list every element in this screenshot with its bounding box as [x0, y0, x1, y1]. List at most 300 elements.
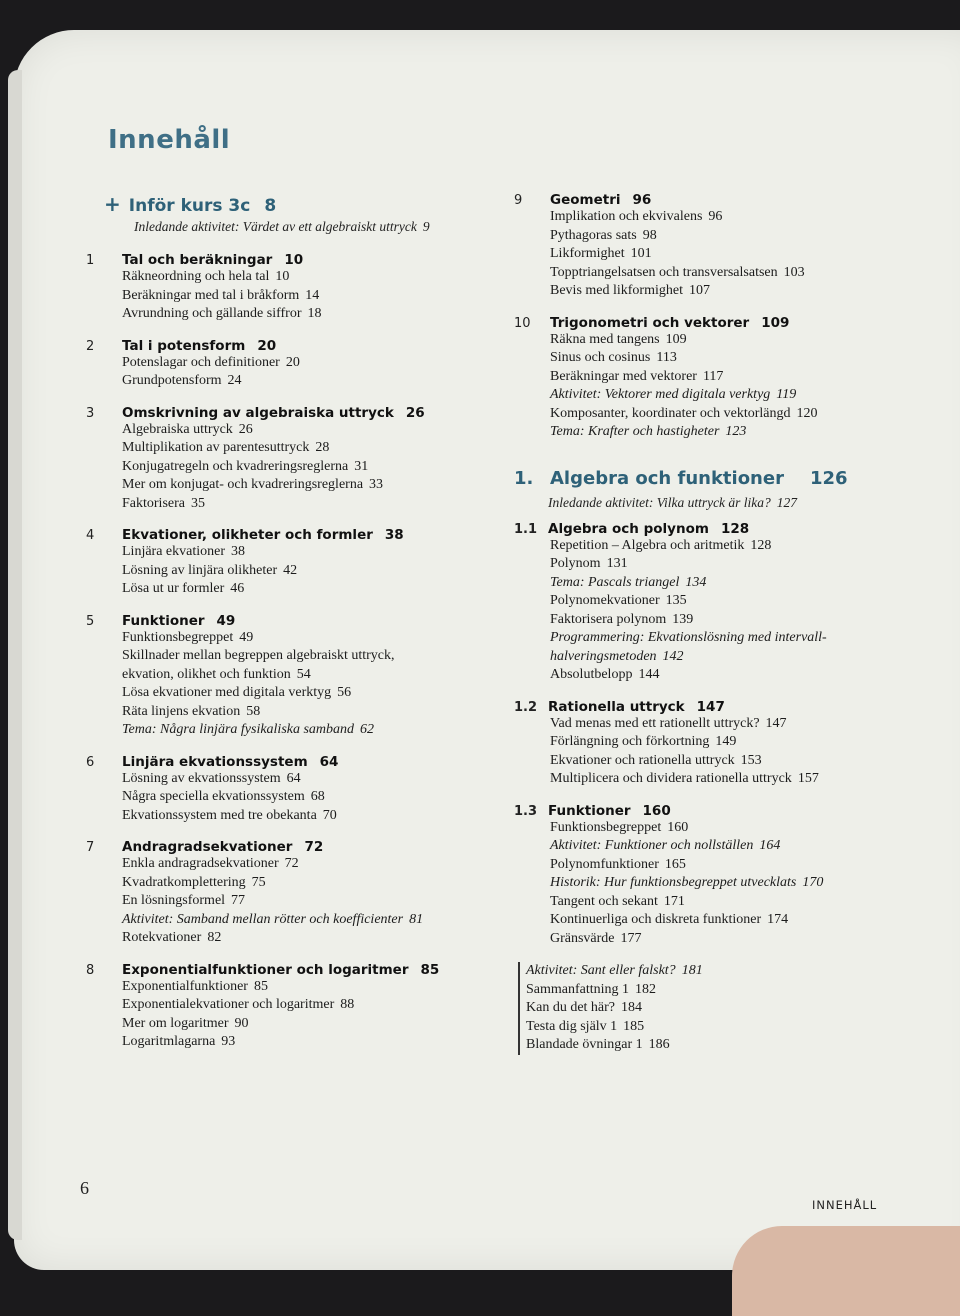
- toc-entry: [122, 929, 506, 948]
- entry-list: [122, 268, 506, 324]
- entry-text: Konjugatregeln och kvadreringsreglerna: [122, 458, 349, 474]
- entry-list: [550, 537, 874, 685]
- entry-text: Lösa ut ur formler: [122, 581, 225, 596]
- toc-entry: [122, 543, 506, 562]
- chapter-page: 96: [632, 192, 652, 208]
- entry-page: 123: [725, 424, 747, 439]
- toc-entry: [550, 911, 874, 930]
- toc-entry: [122, 666, 506, 685]
- entry-text: Räkneordning och hela tal: [122, 269, 270, 284]
- intro-page: 8: [264, 196, 277, 216]
- toc-entry: [550, 874, 874, 893]
- entry-page: 174: [767, 912, 789, 927]
- toc-entry: [122, 421, 506, 440]
- entry-page: 131: [606, 556, 628, 571]
- toc-entry: [122, 1033, 506, 1052]
- entry-text: Lösning av linjära olikheter: [122, 562, 278, 578]
- entry-text: Testa dig själv 1: [526, 1018, 618, 1034]
- entry-page: 24: [227, 373, 242, 388]
- entry-text: Kontinuerliga och diskreta funktioner: [550, 912, 762, 927]
- entry-text: Tema: Krafter och hastigheter: [550, 424, 720, 439]
- entry-page: 35: [190, 495, 205, 511]
- chapter-page: 160: [642, 802, 671, 819]
- entry-text: Kvadratkomplettering: [122, 874, 246, 890]
- toc-entry: [122, 770, 506, 789]
- summary-entry: [526, 999, 874, 1018]
- entry-text: Multiplikation av parentesuttryck: [122, 440, 310, 455]
- entry-page: 98: [642, 227, 657, 243]
- entry-page: 157: [797, 771, 819, 786]
- intro-section: [86, 192, 506, 238]
- entry-page: 101: [630, 246, 652, 261]
- toc-entry: [122, 268, 506, 287]
- chapter: [514, 699, 874, 789]
- summary-list: [518, 962, 874, 1055]
- toc-entry: [550, 282, 874, 301]
- entry-text: Likformighet: [550, 246, 625, 261]
- toc-entry: [550, 227, 874, 246]
- chapter-heading: [86, 839, 506, 855]
- chapter-title: Linjära ekvationssystem: [122, 753, 308, 770]
- entry-text: Gränsvärde: [550, 930, 615, 946]
- chapter-number: 1.1: [514, 521, 538, 537]
- entry-text: Sinus och cosinus: [550, 350, 651, 365]
- chapter-heading: [86, 338, 506, 354]
- toc-entry: [550, 611, 874, 630]
- entry-page: 88: [340, 997, 355, 1012]
- entry-page: 33: [369, 477, 384, 492]
- chapter-title: Tal i potensform: [122, 337, 246, 354]
- toc-entry: [122, 305, 506, 324]
- toc-entry: [122, 788, 506, 807]
- chapter-title: Ekvationer, olikheter och formler: [122, 527, 373, 543]
- entry-page: 31: [354, 458, 369, 474]
- toc-entry: [550, 405, 874, 424]
- chapter: [86, 405, 506, 514]
- entry-text: Exponentialekvationer och logaritmer: [122, 997, 335, 1012]
- chapter-heading: [86, 754, 506, 770]
- chapter: [86, 252, 506, 324]
- toc-entry: [122, 562, 506, 581]
- toc-entry: [550, 648, 874, 667]
- entry-page: 103: [783, 264, 805, 280]
- entry-text: Sammanfattning 1: [526, 981, 630, 997]
- toc-entry: [122, 458, 506, 477]
- toc-entry: [550, 837, 874, 856]
- entry-page: 82: [207, 930, 222, 945]
- entry-text: Aktivitet: Sant eller falskt?: [526, 963, 676, 978]
- entry-page: 54: [296, 666, 311, 682]
- entry-list: [122, 855, 506, 948]
- entry-page: 46: [230, 581, 245, 596]
- entry-text: Aktivitet: Vektorer med digitala verktyg: [550, 387, 771, 402]
- entry-text: Exponentialfunktioner: [122, 978, 248, 994]
- chapter-page: 109: [761, 314, 790, 331]
- chapter: [86, 613, 506, 740]
- entry-page: 142: [662, 648, 684, 664]
- entry-page: 38: [231, 544, 246, 559]
- entry-page: 49: [239, 629, 254, 645]
- entry-page: 93: [221, 1034, 236, 1049]
- chapter-title: Exponentialfunktioner och logaritmer: [122, 961, 409, 978]
- entry-page: 10: [275, 269, 290, 284]
- entry-page: 18: [307, 306, 322, 321]
- entry-text: ekvation, olikhet och funktion: [122, 666, 291, 682]
- entry-text: Räkna med tangens: [550, 331, 660, 347]
- toc-entry: [550, 574, 874, 593]
- entry-text: En lösningsformel: [122, 893, 226, 908]
- toc-entry: [550, 423, 874, 442]
- chapter-heading: [514, 315, 874, 331]
- plus-icon: +: [104, 192, 121, 216]
- entry-text: Repetition – Algebra och aritmetik: [550, 537, 745, 553]
- entry-page: 171: [663, 893, 685, 909]
- entry-text: Tema: Några linjära fysikaliska samband: [122, 722, 355, 737]
- entry-list: [550, 715, 874, 789]
- toc-entry: [122, 354, 506, 373]
- toc-entry: [122, 287, 506, 306]
- intro-entry: [134, 216, 506, 238]
- toc-entry: [550, 819, 874, 838]
- entry-text: Vad menas med ett rationellt uttryck?: [550, 715, 760, 731]
- entry-text: Programmering: Ekvationslösning med intervall-: [550, 630, 827, 645]
- toc-entry: [550, 629, 874, 648]
- entry-text: Blandade övningar 1: [526, 1037, 643, 1052]
- entry-text: Grundpotensform: [122, 373, 222, 388]
- chapter-page: 147: [696, 698, 725, 715]
- part-heading: [514, 468, 874, 489]
- entry-text: Några speciella ekvationssystem: [122, 789, 305, 804]
- entry-text: halveringsmetoden: [550, 648, 657, 664]
- toc-entry: [550, 715, 874, 734]
- toc-entry: [550, 264, 874, 283]
- chapter-title: Tal och beräkningar: [122, 252, 273, 268]
- entry-page: 72: [284, 856, 299, 871]
- chapter-page: 128: [720, 520, 750, 537]
- entry-text: Kan du det här?: [526, 1000, 616, 1015]
- entry-page: 120: [796, 405, 818, 421]
- summary-entry: [526, 1036, 874, 1055]
- entry-text: Linjära ekvationer: [122, 544, 226, 559]
- chapter: [86, 754, 506, 826]
- chapter-heading: [514, 521, 874, 537]
- entry-text: Komposanter, koordinater och vektorlängd: [550, 405, 791, 421]
- entry-page: 134: [685, 574, 707, 590]
- page-title: Innehåll: [108, 125, 231, 155]
- chapter-title: Trigonometri och vektorer: [550, 314, 750, 331]
- entry-page: 186: [648, 1037, 670, 1052]
- entry-page: 107: [688, 283, 710, 298]
- entry-text: Polynomekvationer: [550, 593, 660, 608]
- toc-entry: [550, 349, 874, 368]
- toc-entry: [122, 439, 506, 458]
- entry-text: Pythagoras sats: [550, 227, 637, 243]
- entry-text: Rotekvationer: [122, 930, 202, 945]
- entry-text: Implikation och ekvivalens: [550, 209, 703, 224]
- entry-text: Förlängning och förkortning: [550, 734, 710, 749]
- toc-entry: [122, 495, 506, 514]
- chapter-title: Andragradsekvationer: [122, 839, 293, 855]
- toc-entry: [122, 1015, 506, 1034]
- chapter: [86, 338, 506, 391]
- chapter-number: 6: [86, 754, 95, 770]
- chapter-heading: [514, 699, 874, 715]
- entry-text: Multiplicera och dividera rationella uttryck: [550, 771, 792, 786]
- chapter-title: Funktioner: [548, 802, 631, 819]
- entry-text: Polynomfunktioner: [550, 856, 659, 872]
- entry-text: Skillnader mellan begreppen algebraiskt uttryck,: [122, 648, 395, 663]
- chapter-page: 26: [405, 404, 425, 421]
- entry-text: Polynom: [550, 556, 601, 571]
- entry-list: [550, 331, 874, 442]
- entry-page: 144: [638, 667, 660, 682]
- entry-page: 90: [234, 1015, 249, 1031]
- chapter-title: Funktioner: [122, 612, 205, 629]
- chapter-page: 20: [257, 337, 277, 354]
- entry-page: 70: [322, 807, 337, 823]
- entry-list: [122, 978, 506, 1052]
- chapter-heading: [514, 192, 874, 208]
- toc-entry: [122, 580, 506, 599]
- chapter-page: 10: [284, 252, 304, 268]
- entry-page: 149: [715, 734, 737, 749]
- toc-entry: [550, 368, 874, 387]
- entry-text: Topptriangelsatsen och transversalsatsen: [550, 264, 778, 280]
- entry-list: [122, 629, 506, 740]
- entry-page: 26: [238, 421, 253, 437]
- toc-entry: [550, 386, 874, 405]
- toc-entry: [122, 996, 506, 1015]
- toc-entry: [550, 208, 874, 227]
- entry-text: Räta linjens ekvation: [122, 703, 241, 719]
- entry-page: 64: [286, 770, 301, 786]
- toc-entry: [550, 666, 874, 685]
- chapter-title: Algebra och polynom: [548, 520, 709, 537]
- toc-entry: [550, 752, 874, 771]
- entry-page: 170: [802, 875, 824, 890]
- toc-entry: [550, 245, 874, 264]
- entry-text: Absolutbelopp: [550, 667, 633, 682]
- chapter-title: Geometri: [550, 192, 621, 208]
- chapter-page: 64: [319, 753, 339, 770]
- entry-text: Mer om konjugat- och kvadreringsreglerna: [122, 477, 364, 492]
- entry-text: Faktorisera: [122, 495, 185, 511]
- chapter: [86, 962, 506, 1052]
- entry-page: 77: [231, 893, 246, 908]
- toc-entry: [550, 856, 874, 875]
- entry-page: 182: [635, 981, 657, 997]
- left-chapter-list: [86, 252, 506, 1052]
- entry-text: Aktivitet: Samband mellan rötter och koefficienter: [122, 911, 404, 927]
- right-chapter-list: [514, 192, 874, 442]
- chapter: [514, 192, 874, 301]
- chapter: [86, 839, 506, 948]
- toc-entry: [122, 721, 506, 740]
- part-title: Algebra och funktioner: [550, 467, 784, 489]
- chapter-heading: [86, 252, 506, 268]
- entry-text: Tangent och sekant: [550, 893, 658, 909]
- entry-text: Funktionsbegreppet: [550, 819, 662, 835]
- entry-page: 139: [672, 611, 694, 627]
- entry-text: Lösa ekvationer med digitala verktyg: [122, 685, 332, 700]
- entry-page: 153: [740, 752, 762, 768]
- page-edge: [8, 70, 22, 1240]
- entry-text: Inledande aktivitet: Värdet av ett algebraiskt uttryck: [134, 219, 417, 234]
- chapter-page: 85: [420, 961, 440, 978]
- toc-entry: [122, 684, 506, 703]
- entry-page: 185: [623, 1018, 645, 1034]
- entry-page: 160: [667, 819, 689, 835]
- entry-list: [122, 770, 506, 826]
- entry-page: 113: [656, 350, 677, 365]
- entry-page: 28: [315, 440, 330, 455]
- toc-entry: [550, 555, 874, 574]
- entry-page: 147: [765, 715, 787, 731]
- entry-page: 85: [253, 978, 268, 994]
- left-column: [86, 192, 506, 1066]
- entry-text: Inledande aktivitet: Vilka uttryck är lika?: [548, 494, 771, 510]
- entry-list: [122, 421, 506, 514]
- chapter-number: 7: [86, 840, 95, 855]
- entry-page: 20: [285, 354, 300, 370]
- chapter-number: 2: [86, 338, 95, 354]
- toc-entry: [122, 703, 506, 722]
- chapter-heading: [86, 962, 506, 978]
- toc-entry: [122, 372, 506, 391]
- toc-entry: [122, 855, 506, 874]
- toc-entry: [122, 978, 506, 997]
- toc-entry: [550, 331, 874, 350]
- entry-page: 56: [337, 685, 352, 700]
- part-number: 1.: [514, 467, 534, 489]
- toc-entry: [550, 537, 874, 556]
- entry-page: 119: [776, 387, 797, 402]
- toc-entry: [122, 807, 506, 826]
- entry-page: 177: [620, 930, 642, 946]
- entry-page: 68: [310, 789, 325, 804]
- entry-text: Ekvationssystem med tre obekanta: [122, 807, 317, 823]
- entry-text: Lösning av ekvationssystem: [122, 770, 281, 786]
- chapter-number: 4: [86, 528, 95, 543]
- entry-page: 9: [422, 219, 430, 234]
- toc-entry: [550, 930, 874, 949]
- chapter: [514, 521, 874, 685]
- entry-page: 164: [759, 838, 781, 853]
- entry-text: Historik: Hur funktionsbegreppet utvecklats: [550, 875, 797, 890]
- entry-text: Enkla andragradsekvationer: [122, 856, 279, 871]
- entry-page: 96: [708, 209, 723, 224]
- chapter-page: 72: [304, 839, 324, 855]
- chapter-page: 38: [384, 527, 404, 543]
- chapter: [514, 315, 874, 442]
- toc-entry: [122, 476, 506, 495]
- entry-page: 14: [305, 287, 320, 303]
- toc-entry: [122, 647, 506, 666]
- toc-entry: [122, 629, 506, 648]
- entry-page: 127: [776, 494, 798, 510]
- entry-page: 109: [665, 331, 687, 347]
- chapter-heading: [86, 613, 506, 629]
- entry-text: Bevis med likformighet: [550, 283, 683, 298]
- entry-list: [550, 208, 874, 301]
- entry-text: Faktorisera polynom: [550, 611, 667, 627]
- entry-page: 81: [409, 911, 424, 927]
- entry-page: 62: [360, 722, 375, 737]
- entry-text: Logaritmlagarna: [122, 1034, 216, 1049]
- toc-entry: [550, 770, 874, 789]
- entry-text: Funktionsbegreppet: [122, 629, 234, 645]
- entry-text: Beräkningar med vektorer: [550, 368, 697, 384]
- summary-entry: [526, 981, 874, 1000]
- toc-entry: [550, 592, 874, 611]
- toc-entry: [122, 892, 506, 911]
- entry-list: [122, 543, 506, 599]
- chapter-heading: [86, 405, 506, 421]
- entry-page: 58: [246, 703, 261, 719]
- entry-page: 184: [621, 1000, 643, 1015]
- part-page: 126: [809, 467, 848, 489]
- chapter-number: 9: [514, 193, 523, 208]
- part-section-list: [514, 521, 874, 949]
- toc-entry: [122, 911, 506, 930]
- chapter-title: Rationella uttryck: [548, 698, 685, 715]
- entry-text: Potenslagar och definitioner: [122, 354, 280, 370]
- entry-page: 42: [283, 562, 298, 578]
- toc-entry: [550, 893, 874, 912]
- entry-page: 128: [750, 537, 772, 553]
- chapter-page: 49: [216, 612, 236, 629]
- entry-text: Beräkningar med tal i bråkform: [122, 287, 300, 303]
- entry-text: Ekvationer och rationella uttryck: [550, 752, 735, 768]
- entry-page: 135: [665, 593, 687, 608]
- page-number: 6: [80, 1178, 89, 1198]
- chapter-number: 1: [86, 253, 95, 268]
- footer-label: INNEHÅLL: [812, 1198, 878, 1212]
- entry-list: [550, 819, 874, 949]
- chapter: [86, 527, 506, 599]
- chapter-heading: [514, 803, 874, 819]
- right-column: [514, 192, 874, 1055]
- chapter-heading: [86, 527, 506, 543]
- intro-heading: [104, 192, 506, 216]
- entry-text: Tema: Pascals triangel: [550, 574, 680, 590]
- entry-page: 75: [251, 874, 266, 890]
- entry-text: Aktivitet: Funktioner och nollställen: [550, 838, 754, 853]
- entry-list: [122, 354, 506, 391]
- entry-text: Mer om logaritmer: [122, 1015, 229, 1031]
- chapter-number: 5: [86, 613, 95, 629]
- entry-page: 165: [664, 856, 686, 872]
- chapter: [514, 803, 874, 949]
- chapter-number: 8: [86, 962, 95, 978]
- chapter-title: Omskrivning av algebraiska uttryck: [122, 404, 394, 421]
- entry-page: 117: [702, 368, 724, 384]
- chapter-number: 3: [86, 405, 95, 421]
- entry-text: Avrundning och gällande siffror: [122, 306, 302, 321]
- summary-entry: [526, 962, 874, 981]
- toc-entry: [550, 733, 874, 752]
- chapter-number: 1.3: [514, 803, 538, 819]
- thumb: [732, 1226, 960, 1316]
- entry-page: 181: [681, 963, 703, 978]
- summary-entry: [526, 1018, 874, 1037]
- chapter-number: 10: [514, 315, 531, 331]
- toc-entry: [122, 874, 506, 893]
- entry-text: Algebraiska uttryck: [122, 421, 233, 437]
- part-intro: [548, 495, 874, 511]
- chapter-number: 1.2: [514, 699, 538, 715]
- intro-title: Inför kurs 3c: [128, 196, 251, 216]
